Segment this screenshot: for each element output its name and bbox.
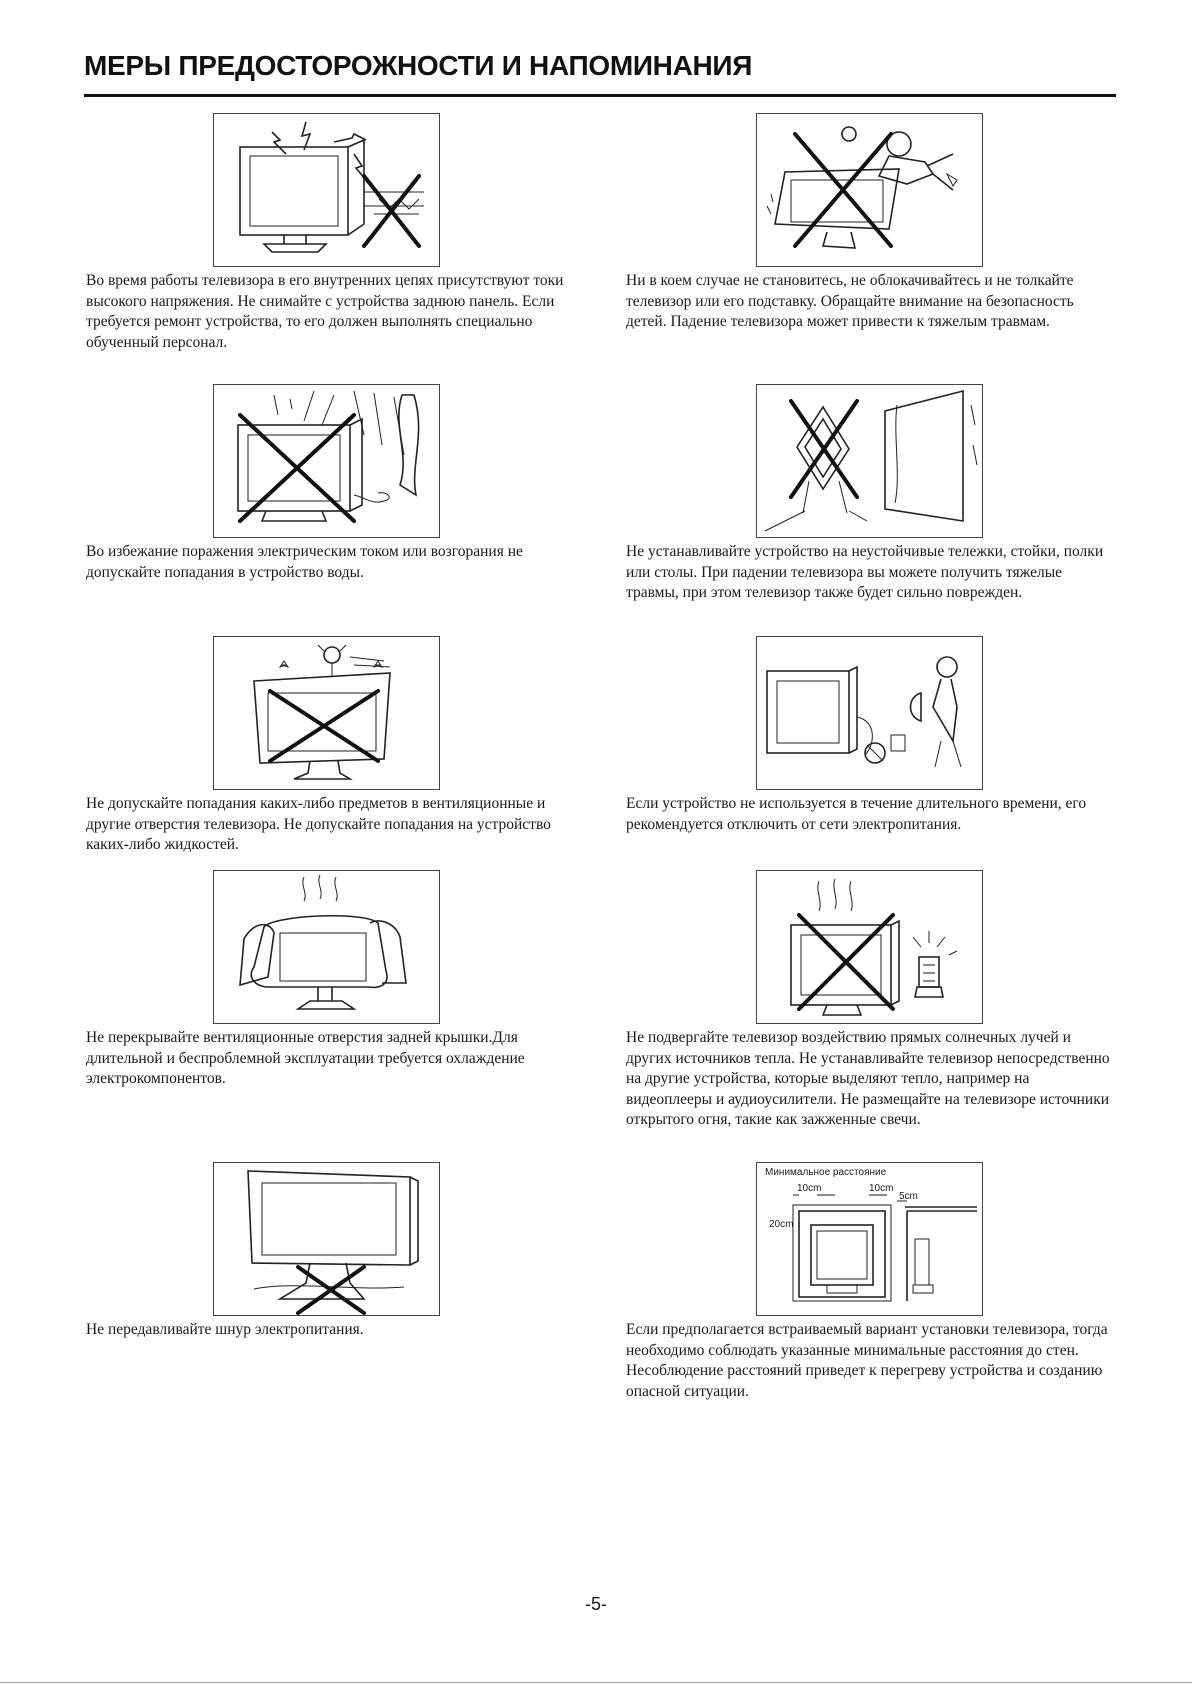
illustration-high-voltage xyxy=(213,113,440,267)
high-voltage-back-panel-icon xyxy=(214,114,439,266)
caption-heat-source: Не подвергайте телевизор воздействию прямых солнечных лучей и других источников тепла. Не устанавливайте телевизор непосредственно на другие устройства, которые выделяют тепло, например на видеоплееры и аудиоусилители. Не размещайте на телевизоре источники открытого огня, такие как зажженные свечи. xyxy=(626,1029,1110,1129)
clearance-label-10cm-left: 10cm xyxy=(797,1183,822,1194)
title-rule xyxy=(84,94,1116,97)
water-rain-tv-icon xyxy=(214,385,439,537)
page-title: МЕРЫ ПРЕДОСТОРОЖНОСТИ И НАПОМИНАНИЯ xyxy=(84,50,753,81)
child-climbing-tv-icon xyxy=(757,114,982,266)
illustration-clearance xyxy=(756,1162,983,1316)
illustration-unplug-power xyxy=(756,636,983,790)
caption-pinched-cord: Не передавливайте шнур электропитания. xyxy=(86,1321,364,1338)
caption-unstable-stand: Не устанавливайте устройство на неустойчивые тележки, стойки, полки или столы. При падении телевизора вы можете получить тяжелые травмы, при этом телевизор также будет сильно поврежден. xyxy=(626,543,1104,602)
pinched-cord-icon xyxy=(214,1163,439,1315)
caption-high-voltage: Во время работы телевизора в его внутренних цепях присутствуют токи высокого напряжения. Не снимайте с устройства заднюю панель. Если требуется ремонт устройства, то его должен выполнять специально обученный персонал. xyxy=(86,272,564,351)
illustration-child-climbing xyxy=(756,113,983,267)
objects-on-tv-icon xyxy=(214,637,439,789)
unplug-power-icon xyxy=(757,637,982,789)
caption-unplug-power: Если устройство не используется в течение длительного времени, его рекомендуется отключить от сети электропитания. xyxy=(626,795,1087,833)
illustration-objects-on-tv xyxy=(213,636,440,790)
illustration-pinched-cord xyxy=(213,1162,440,1316)
heat-source-icon xyxy=(757,871,982,1023)
illustration-covered-tv xyxy=(213,870,440,1024)
clearance-label-10cm-right: 10cm xyxy=(869,1183,894,1194)
minimum-clearance-diagram-icon xyxy=(757,1163,982,1315)
caption-child-climbing: Ни в коем случае не становитесь, не облокачивайтесь и не толкайте телевизор или его подставку. Обращайте внимание на безопасность детей. Падение телевизора может привести к тяжелым травмам. xyxy=(626,272,1074,331)
caption-objects-on-tv: Не допускайте попадания каких-либо предметов в вентиляционные и другие отверстия телевизора. Не допускайте попадания на устройство каких-либо жидкостей. xyxy=(86,795,551,854)
unstable-stand-icon xyxy=(757,385,982,537)
caption-clearance: Если предполагается встраиваемый вариант установки телевизора, тогда необходимо соблюдать указанные минимальные расстояния до стен. Несоблюдение расстояний приведет к перегреву устройства и созданию опасной ситуации. xyxy=(626,1321,1108,1400)
clearance-label-5cm: 5cm xyxy=(899,1191,918,1202)
bottom-edge-line xyxy=(0,1682,1192,1683)
caption-covered-tv: Не перекрывайте вентиляционные отверстия задней крышки.Для длительной и беспроблемной эксплуатации требуется охлаждение электрокомпонентов. xyxy=(86,1029,525,1088)
illustration-unstable-stand xyxy=(756,384,983,538)
caption-water: Во избежание поражения электрическим током или возгорания не допускайте попадания в устройство воды. xyxy=(86,543,523,581)
illustration-heat-source xyxy=(756,870,983,1024)
page-number: -5- xyxy=(585,1594,607,1614)
clearance-label-20cm: 20cm xyxy=(769,1219,794,1230)
clearance-heading: Минимальное расстояние xyxy=(765,1167,887,1178)
covered-tv-icon xyxy=(214,871,439,1023)
illustration-water xyxy=(213,384,440,538)
